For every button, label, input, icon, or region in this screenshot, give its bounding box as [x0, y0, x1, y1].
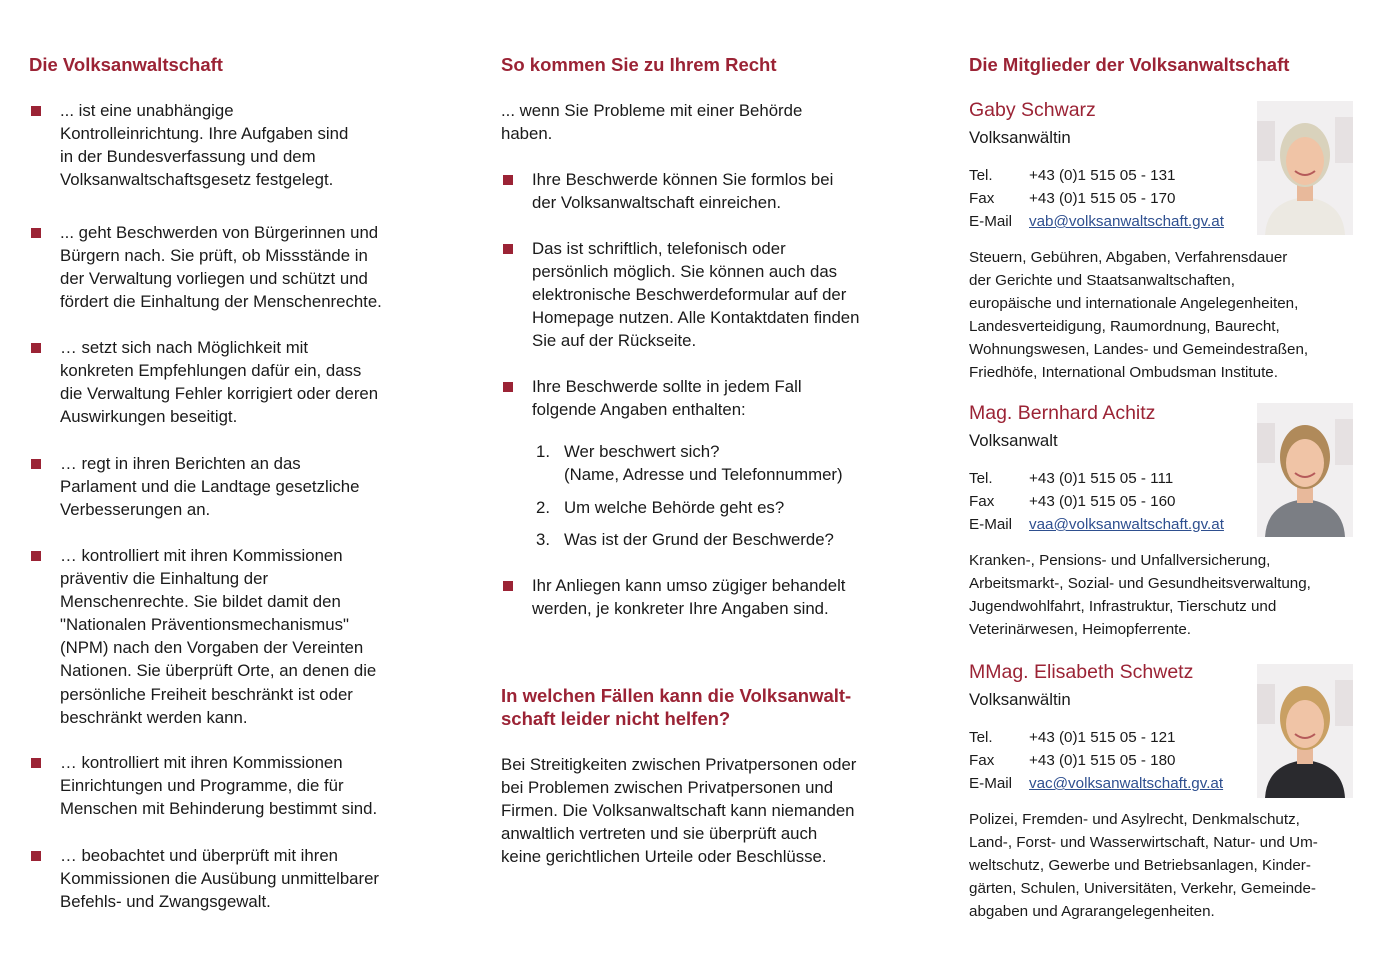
- text-line: Volksanwaltschaftsgesetz festgelegt.: [60, 170, 334, 190]
- member-responsibilities: [969, 549, 1311, 641]
- text-line: der Verwaltung vorliegen und schützt und: [60, 269, 368, 289]
- item-number: 2.: [536, 498, 550, 517]
- text-line: Parlament und die Landtage gesetzliche: [60, 477, 360, 497]
- member-portrait-image: [1257, 664, 1353, 798]
- email-label: E-Mail: [969, 213, 1013, 230]
- text-line: … setzt sich nach Möglichkeit mit: [60, 338, 309, 357]
- bullet-text: [60, 544, 376, 729]
- text-line: Was ist der Grund der Beschwerde?: [564, 530, 834, 549]
- text-line: Ihr Anliegen kann umso zügiger behandelt: [532, 576, 846, 595]
- heading-line: schaft leider nicht helfen?: [501, 708, 731, 730]
- paragraph-line: anwaltlich vertreten und sie überprüft auch: [501, 824, 818, 844]
- text-line: konkreten Empfehlungen dafür ein, dass: [60, 361, 362, 381]
- bullet-square-icon: [503, 175, 513, 185]
- intro-line: ... wenn Sie Probleme mit einer Behörde: [501, 101, 803, 120]
- heading-line: In welchen Fällen kann die Volksanwalt-: [501, 685, 852, 706]
- paragraph-line: Firmen. Die Volksanwaltschaft kann niemanden: [501, 801, 855, 821]
- text-line: (NPM) nach den Vorgaben der Vereinten: [60, 638, 364, 658]
- text-line: Sie auf der Rückseite.: [532, 331, 697, 351]
- paragraph-line: Bei Streitigkeiten zwischen Privatpersonen oder: [501, 755, 857, 774]
- tel-number: +43 (0)1 515 05 - 111: [1029, 470, 1174, 487]
- text-line: Wer beschwert sich?: [564, 442, 720, 461]
- paragraph-line: keine gerichtlichen Urteile oder Beschlüsse.: [501, 847, 827, 867]
- heading-recht: So kommen Sie zu Ihrem Recht: [501, 54, 777, 75]
- bullet-square-icon: [31, 106, 41, 116]
- text-line: Polizei, Fremden- und Asylrecht, Denkmalschutz,: [969, 811, 1300, 828]
- member-portrait-image: [1257, 403, 1353, 537]
- text-line: Bürgern nach. Sie prüft, ob Missstände in: [60, 246, 368, 266]
- heading-mitglieder: Die Mitglieder der Volksanwaltschaft: [969, 54, 1290, 75]
- member-responsibilities: [969, 246, 1308, 385]
- text-line: Landesverteidigung, Raumordnung, Baurecht,: [969, 318, 1280, 336]
- bullet-text: [60, 844, 379, 913]
- text-line: Ihre Beschwerde sollte in jedem Fall: [532, 377, 802, 396]
- text-line: "Nationalen Präventionsmechanismus": [60, 615, 349, 635]
- bullet-square-icon: [31, 228, 41, 238]
- member-name: Gaby Schwarz: [969, 99, 1096, 121]
- email-link[interactable]: vaa@volksanwaltschaft.gv.at: [1029, 516, 1224, 533]
- heading-volksanwaltschaft: Die Volksanwaltschaft: [29, 54, 223, 75]
- text-line: elektronische Beschwerdeformular auf der: [532, 285, 847, 305]
- text-line: folgende Angaben enthalten:: [532, 400, 746, 420]
- text-line: Menschenrechte. Sie bildet damit den: [60, 592, 341, 612]
- bullet-square-icon: [503, 382, 513, 392]
- email-label: E-Mail: [969, 775, 1013, 792]
- tel-label: Tel.: [969, 729, 993, 746]
- text-line: Das ist schriftlich, telefonisch oder: [532, 239, 786, 258]
- item-text: [564, 528, 834, 551]
- fax-number: +43 (0)1 515 05 - 160: [1029, 493, 1176, 510]
- member-name: MMag. Elisabeth Schwetz: [969, 661, 1194, 683]
- text-line: Friedhöfe, International Ombudsman Institute.: [969, 364, 1278, 382]
- fax-label: Fax: [969, 493, 995, 510]
- bullet-square-icon: [503, 244, 513, 254]
- item-text: [564, 440, 843, 486]
- fax-label: Fax: [969, 190, 995, 207]
- heading-not-helpful: [501, 684, 851, 730]
- email-link[interactable]: vab@volksanwaltschaft.gv.at: [1029, 213, 1224, 230]
- text-line: Arbeitsmarkt-, Sozial- und Gesundheitsverwaltung,: [969, 575, 1311, 593]
- fax-label: Fax: [969, 752, 995, 769]
- text-line: Jugendwohlfahrt, Infrastruktur, Tierschutz und: [969, 598, 1277, 616]
- tel-number: +43 (0)1 515 05 - 131: [1029, 167, 1176, 184]
- tel-number: +43 (0)1 515 05 - 121: [1029, 729, 1176, 746]
- bullet-square-icon: [31, 758, 41, 768]
- email-link[interactable]: vac@volksanwaltschaft.gv.at: [1029, 775, 1224, 792]
- text-line: Wohnungswesen, Landes- und Gemeindestraßen,: [969, 341, 1309, 359]
- text-line: gärten, Schulen, Universitäten, Verkehr, Gemeinde-: [969, 880, 1316, 898]
- text-line: … regt in ihren Berichten an das: [60, 454, 301, 473]
- text-line: … kontrolliert mit ihren Kommissionen: [60, 753, 343, 772]
- bullet-text: [60, 99, 348, 191]
- text-line: beschränkt werden kann.: [60, 707, 248, 727]
- text-line: präventiv die Einhaltung der: [60, 569, 269, 589]
- text-line: Kommissionen die Ausübung unmittelbarer: [60, 869, 380, 889]
- bullet-text: [60, 336, 378, 428]
- member-role: Volksanwalt: [969, 431, 1058, 450]
- bullet-text: [60, 751, 377, 820]
- text-line: Kranken-, Pensions- und Unfallversicherung,: [969, 552, 1271, 569]
- text-line: … kontrolliert mit ihren Kommissionen: [60, 546, 343, 565]
- intro-line: haben.: [501, 124, 553, 144]
- member-role: Volksanwältin: [969, 690, 1071, 709]
- bullet-square-icon: [31, 343, 41, 353]
- text-line: persönliche Freiheit beschränkt ist oder: [60, 684, 353, 704]
- text-line: abgaben und Agrarangelegenheiten.: [969, 903, 1215, 921]
- member-name: Mag. Bernhard Achitz: [969, 402, 1156, 424]
- bullet-square-icon: [31, 551, 41, 561]
- text-line: Auswirkungen beseitigt.: [60, 407, 238, 427]
- fax-number: +43 (0)1 515 05 - 170: [1029, 190, 1176, 207]
- not-helpful-paragraph: [501, 753, 856, 868]
- item-text: [564, 496, 784, 519]
- bullet-square-icon: [503, 581, 513, 591]
- text-line: Homepage nutzen. Alle Kontaktdaten finden: [532, 308, 860, 328]
- member-role: Volksanwältin: [969, 128, 1071, 147]
- text-line: der Gerichte und Staatsanwaltschaften,: [969, 272, 1235, 290]
- bullet-square-icon: [31, 851, 41, 861]
- text-line: Einrichtungen und Programme, die für: [60, 776, 344, 796]
- text-line: Befehls- und Zwangsgewalt.: [60, 892, 271, 912]
- fax-number: +43 (0)1 515 05 - 180: [1029, 752, 1176, 769]
- bullet-text: [532, 237, 859, 352]
- bullet-text: [532, 574, 845, 620]
- text-line: der Volksanwaltschaft einreichen.: [532, 193, 782, 213]
- text-line: (Name, Adresse und Telefonnummer): [564, 465, 843, 485]
- bullet-square-icon: [31, 459, 41, 469]
- bullet-text: [60, 452, 359, 521]
- text-line: Kontrolleinrichtung. Ihre Aufgaben sind: [60, 124, 349, 144]
- text-line: Ihre Beschwerde können Sie formlos bei: [532, 170, 834, 189]
- text-line: werden, je konkreter Ihre Angaben sind.: [532, 599, 829, 619]
- text-line: in der Bundesverfassung und dem: [60, 147, 316, 167]
- text-line: ... ist eine unabhängige: [60, 101, 234, 120]
- text-line: weltschutz, Gewerbe und Betriebsanlagen, Kinder-: [969, 857, 1311, 875]
- intro-paragraph: [501, 99, 802, 145]
- bullet-text: [60, 221, 382, 313]
- email-label: E-Mail: [969, 516, 1013, 533]
- bullet-text: [532, 168, 833, 214]
- bullet-text: [532, 375, 802, 421]
- text-line: Menschen mit Behinderung bestimmt sind.: [60, 799, 378, 819]
- member-responsibilities: [969, 808, 1318, 923]
- text-line: Veterinärwesen, Heimopferrente.: [969, 621, 1192, 639]
- text-line: Steuern, Gebühren, Abgaben, Verfahrensdauer: [969, 249, 1288, 266]
- text-line: Um welche Behörde geht es?: [564, 498, 785, 517]
- text-line: Nationen. Sie überprüft Orte, an denen die: [60, 661, 377, 681]
- item-number: 1.: [536, 442, 550, 461]
- text-line: europäische und internationale Angelegenheiten,: [969, 295, 1299, 313]
- text-line: Land-, Forst- und Wasserwirtschaft, Natur- und Um-: [969, 834, 1318, 852]
- tel-label: Tel.: [969, 470, 993, 487]
- tel-label: Tel.: [969, 167, 993, 184]
- text-line: ... geht Beschwerden von Bürgerinnen und: [60, 223, 379, 242]
- paragraph-line: bei Problemen zwischen Privatpersonen und: [501, 778, 834, 798]
- text-line: … beobachtet und überprüft mit ihren: [60, 846, 338, 865]
- text-line: die Verwaltung Fehler korrigiert oder deren: [60, 384, 379, 404]
- text-line: Verbesserungen an.: [60, 500, 211, 520]
- text-line: persönlich möglich. Sie können auch das: [532, 262, 838, 282]
- text-line: fördert die Einhaltung der Menschenrechte.: [60, 292, 382, 312]
- item-number: 3.: [536, 530, 550, 549]
- member-portrait-image: [1257, 101, 1353, 235]
